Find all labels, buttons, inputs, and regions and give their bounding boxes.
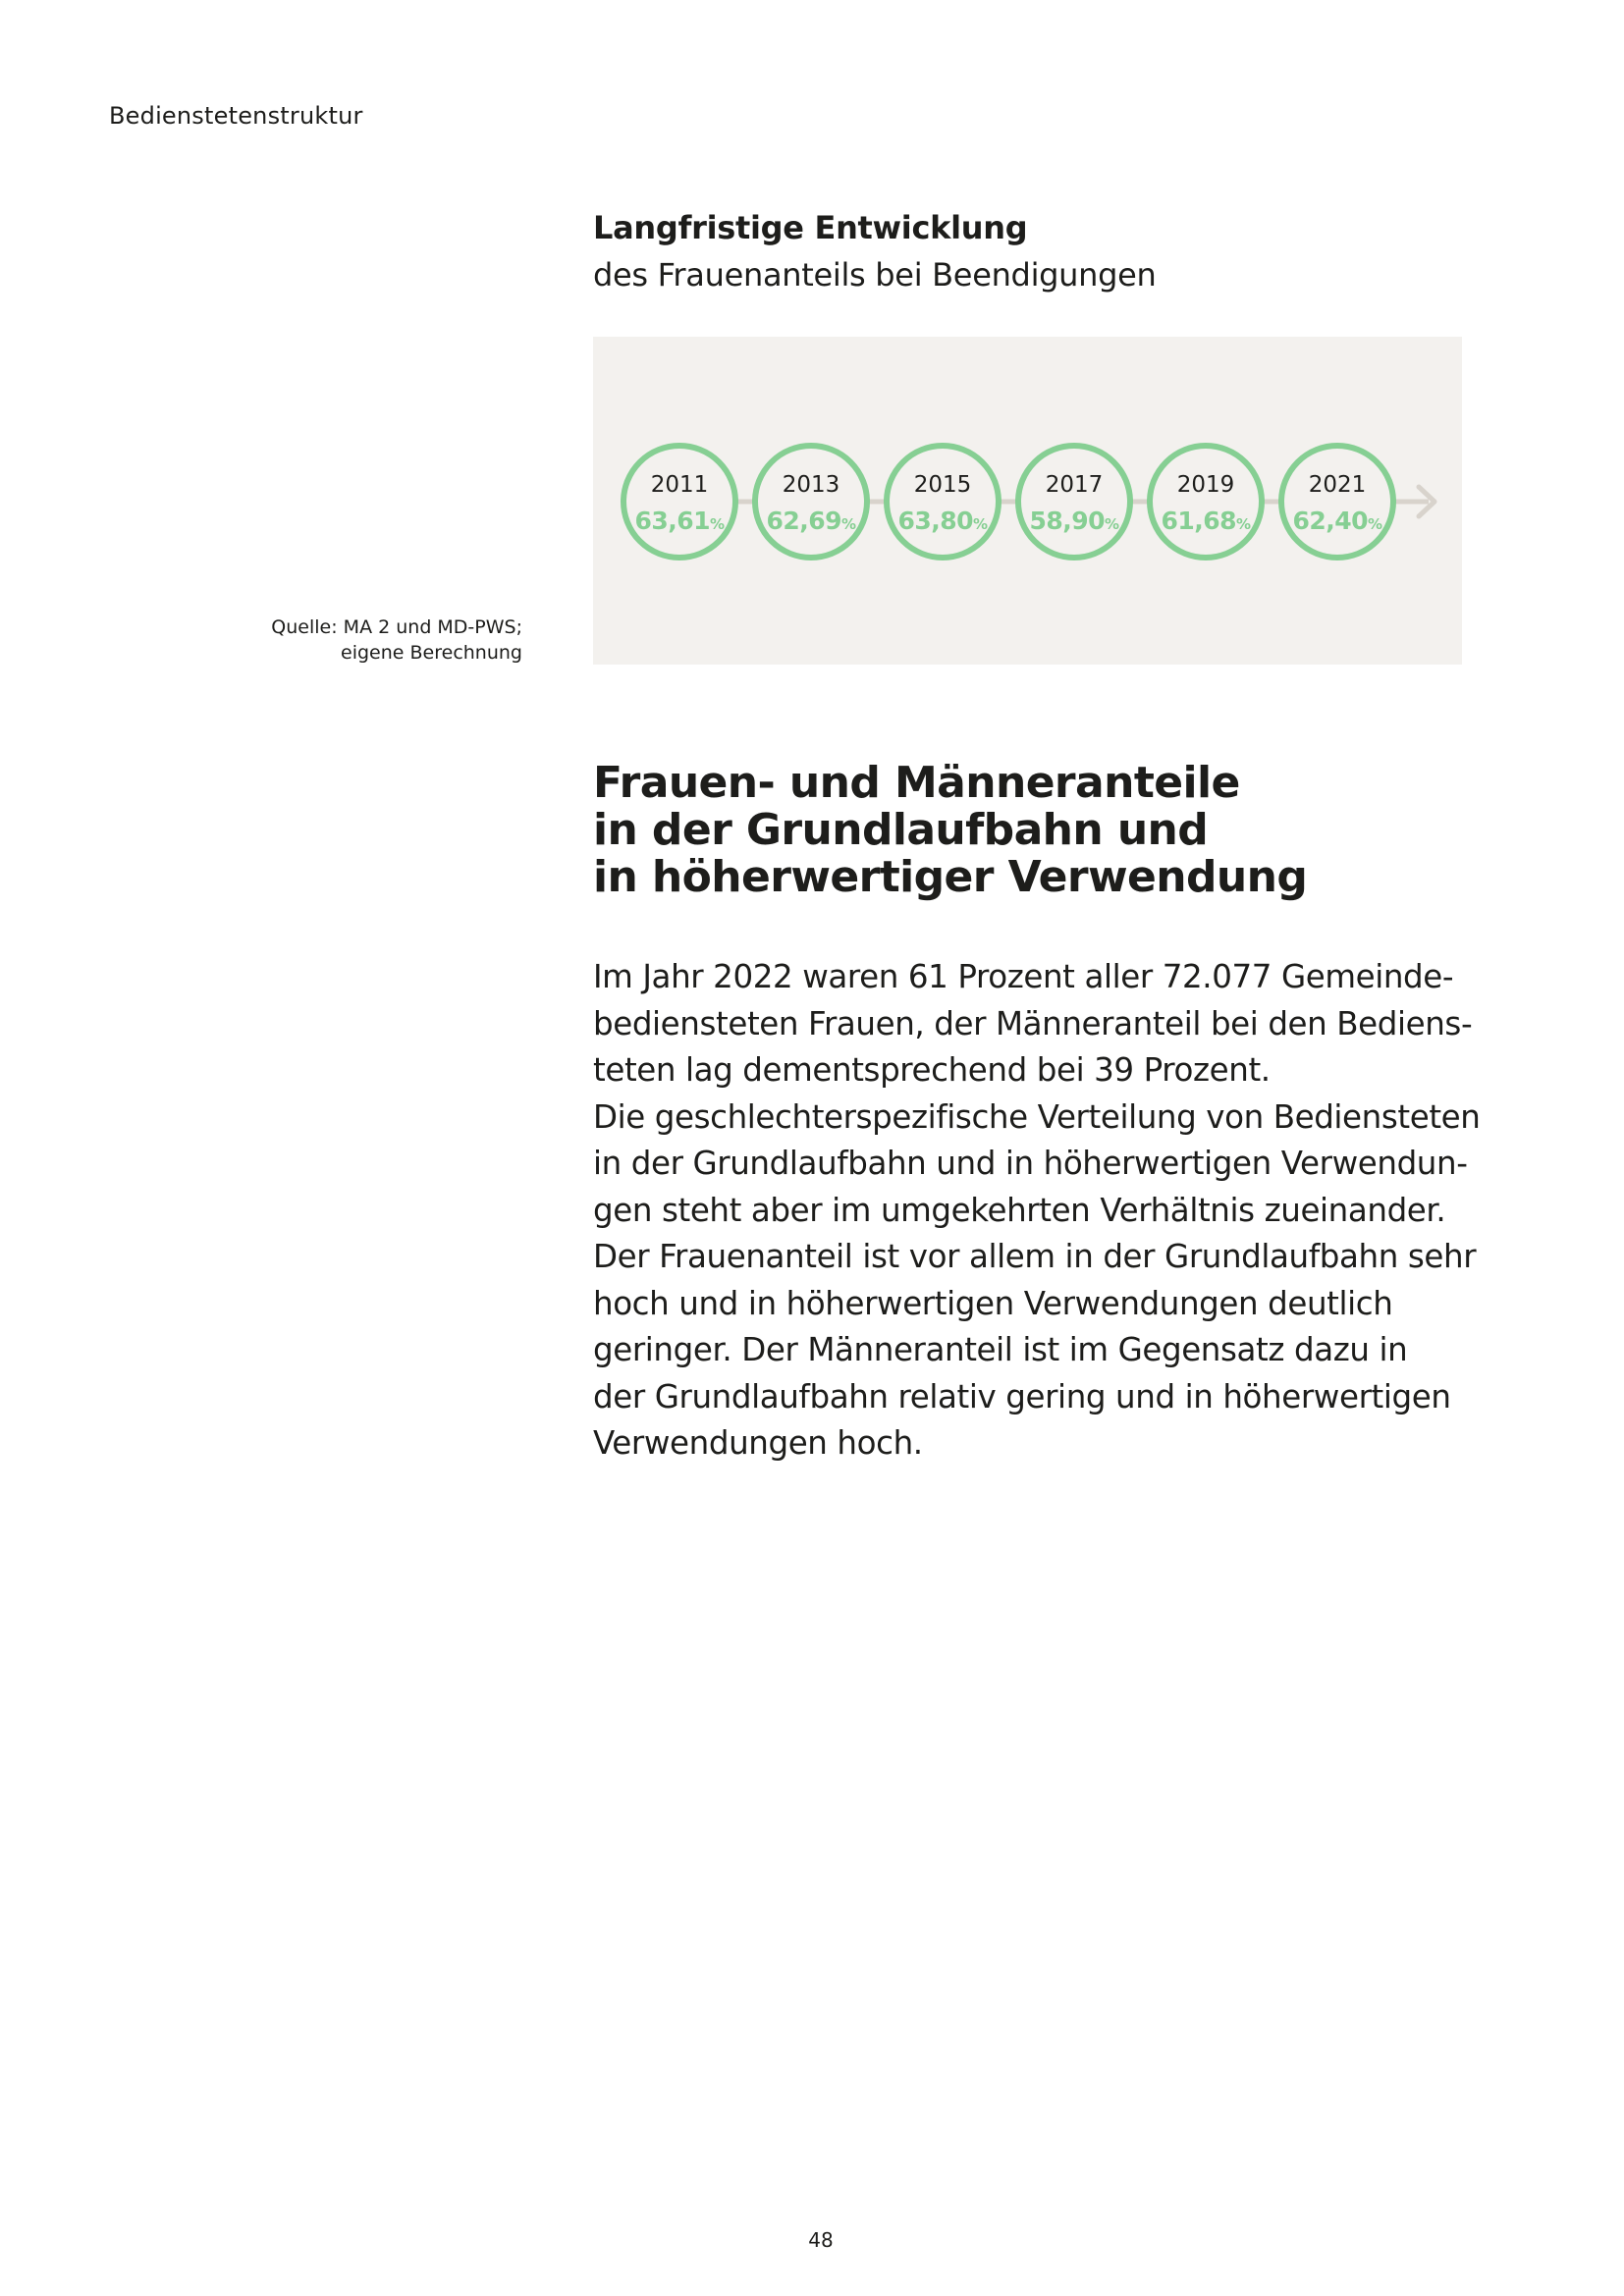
timeline-circle <box>623 446 735 558</box>
timeline-value-label: 63,61% <box>634 507 725 535</box>
page-number: 48 <box>808 2228 834 2252</box>
heading-line-2: in der Grundlaufbahn und <box>593 805 1209 855</box>
timeline-circle <box>1150 446 1262 558</box>
body-line: gen steht aber im umgekehrten Verhältnis zueinander. <box>593 1191 1446 1229</box>
timeline-unit-label: % <box>1236 515 1251 533</box>
body-line: teten lag dementsprechend bei 39 Prozent. <box>593 1051 1271 1089</box>
timeline-chart <box>593 337 1462 665</box>
body-line: Der Frauenanteil ist vor allem in der Grundlaufbahn sehr <box>593 1238 1477 1275</box>
figure-subtitle: des Frauenanteils bei Beendigungen <box>593 256 1157 294</box>
body-line: geringer. Der Männeranteil ist im Gegensatz dazu in <box>593 1331 1408 1368</box>
figure-title: Langfristige Entwicklung <box>593 209 1028 246</box>
timeline-value-label: 63,80% <box>897 507 988 535</box>
timeline-value-label: 62,40% <box>1292 507 1382 535</box>
timeline-year-label: 2021 <box>1308 472 1367 498</box>
body-line: Die geschlechterspezifische Verteilung von Bediensteten <box>593 1097 1481 1136</box>
timeline-value-label: 61,68% <box>1161 507 1251 535</box>
timeline-year-label: 2017 <box>1045 472 1104 498</box>
timeline-year-label: 2013 <box>782 472 840 498</box>
timeline-unit-label: % <box>841 515 856 533</box>
body-line: hoch und in höherwertigen Verwendungen deutlich <box>593 1284 1393 1322</box>
running-header: Bedienstetenstruktur <box>109 102 363 130</box>
timeline-unit-label: % <box>1368 515 1382 533</box>
source-line-1: Quelle: MA 2 und MD-PWS; <box>271 616 522 638</box>
timeline-value-label: 58,90% <box>1029 507 1119 535</box>
timeline-year-label: 2015 <box>913 472 972 498</box>
body-line: bediensteten Frauen, der Männeranteil bei den Bediens- <box>593 1004 1473 1042</box>
body-line: in der Grundlaufbahn und in höherwertigen Verwendun- <box>593 1145 1468 1182</box>
timeline-unit-label: % <box>1105 515 1119 533</box>
body-line: Verwendungen hoch. <box>593 1424 923 1462</box>
timeline-circle <box>755 446 867 558</box>
timeline-year-label: 2019 <box>1176 472 1235 498</box>
timeline-circle <box>1018 446 1130 558</box>
timeline-svg <box>593 337 1462 665</box>
heading-line-1: Frauen- und Männeranteile <box>593 758 1240 808</box>
timeline-circle <box>887 446 999 558</box>
timeline-year-label: 2011 <box>650 472 709 498</box>
section-heading <box>593 760 1307 901</box>
body-paragraph <box>593 954 1480 1468</box>
timeline-unit-label: % <box>710 515 725 533</box>
timeline-value-label: 62,69% <box>766 507 856 535</box>
figure-source <box>271 614 522 666</box>
body-line: Im Jahr 2022 waren 61 Prozent aller 72.077 Gemeinde- <box>593 958 1454 995</box>
timeline-circle <box>1281 446 1393 558</box>
body-line: der Grundlaufbahn relativ gering und in höherwertigen <box>593 1377 1451 1415</box>
source-line-2: eigene Berechnung <box>341 642 522 664</box>
heading-line-3: in höherwertiger Verwendung <box>593 852 1308 902</box>
timeline-unit-label: % <box>973 515 988 533</box>
